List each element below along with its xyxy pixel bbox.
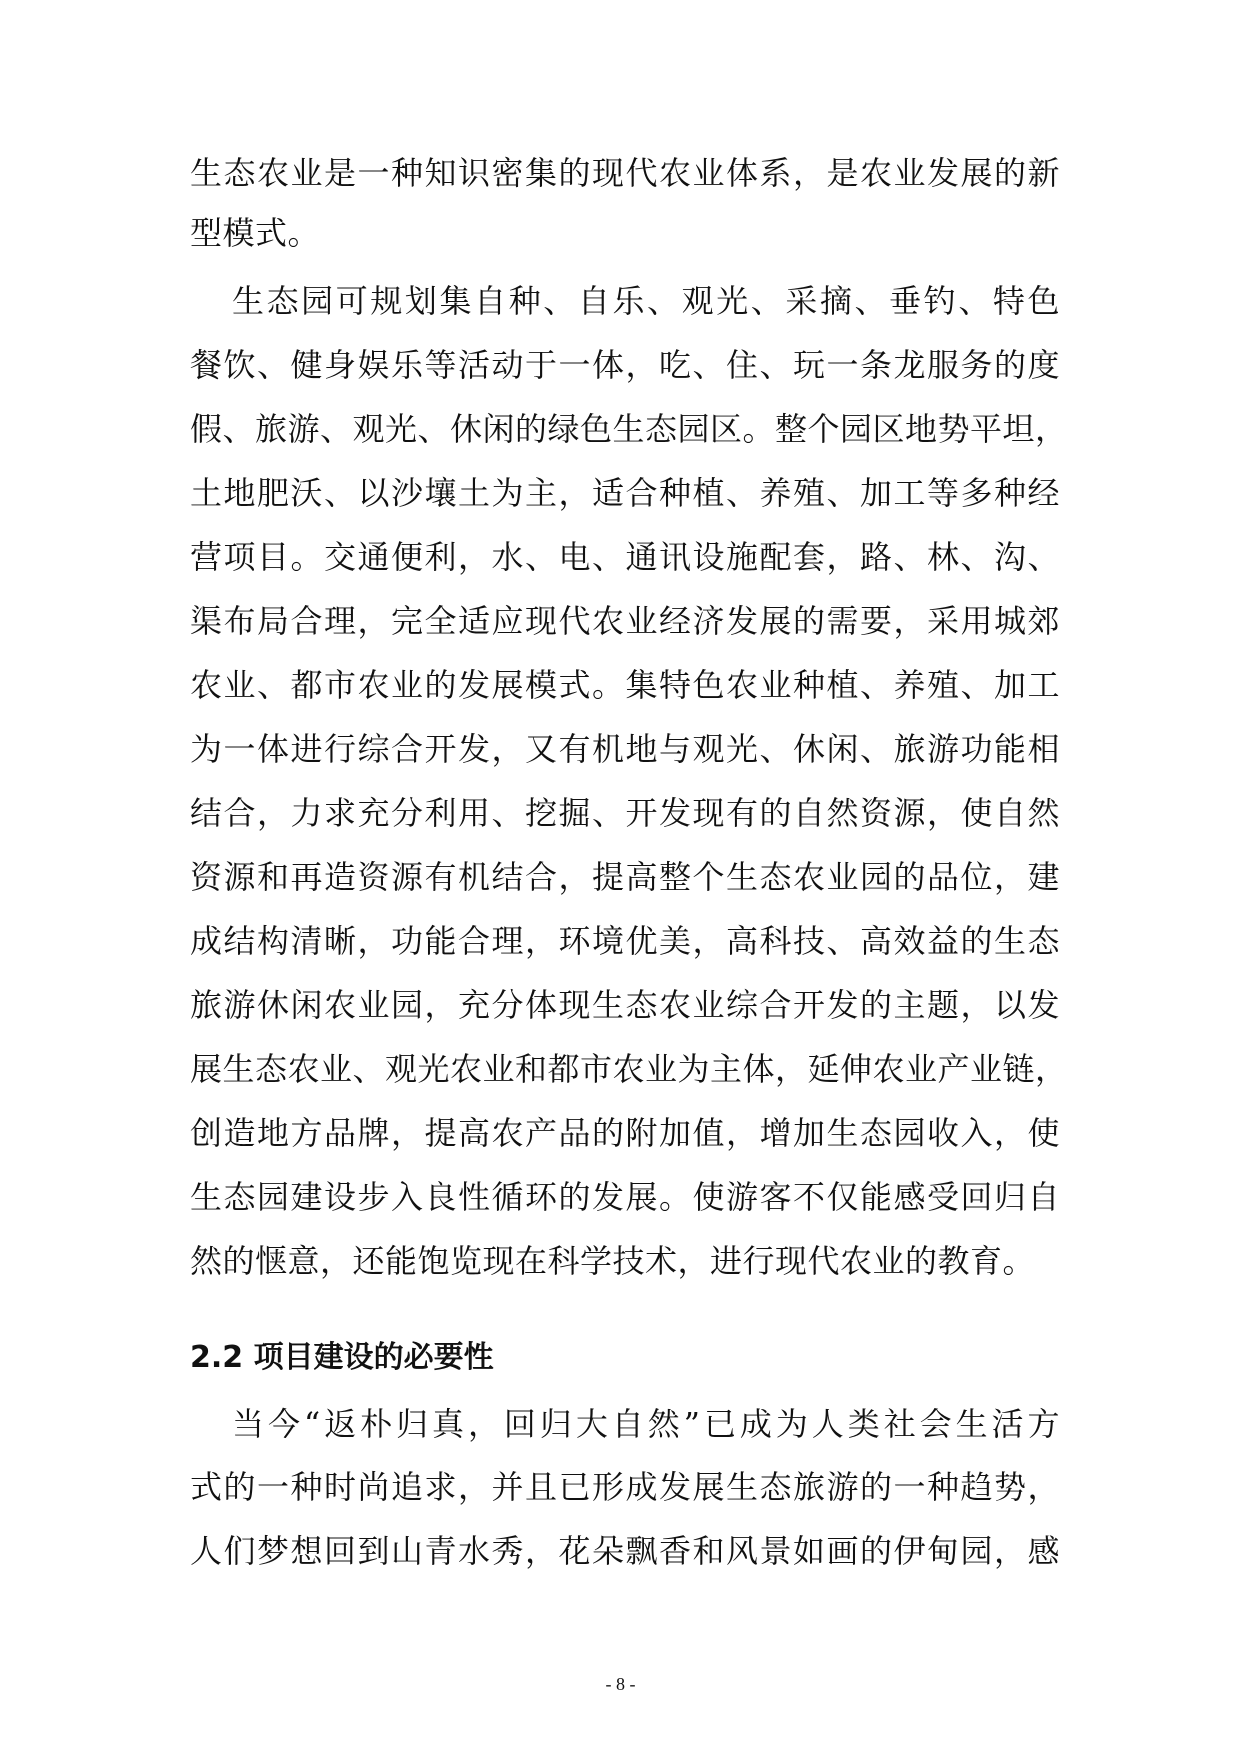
body-text-line: 式的一种时尚追求，并且已形成发展生态旅游的一种趋势，	[190, 1468, 1060, 1506]
body-text-line: 土地肥沃、以沙壤土为主，适合种植、养殖、加工等多种经	[190, 474, 1060, 512]
body-text-line: 生态园建设步入良性循环的发展。使游客不仅能感受回归自	[190, 1178, 1060, 1216]
body-text-line: 展生态农业、观光农业和都市农业为主体，延伸农业产业链，	[190, 1050, 1068, 1088]
body-text-line: 创造地方品牌，提高农产品的附加值，增加生态园收入，使	[190, 1114, 1060, 1152]
section-heading: 2.2 项目建设的必要性	[190, 1340, 494, 1375]
body-text-line: 成结构清晰，功能合理，环境优美，高科技、高效益的生态	[190, 922, 1060, 960]
page-number: - 8 -	[605, 1674, 636, 1694]
body-text-line: 假、旅游、观光、休闲的绿色生态园区。整个园区地势平坦，	[190, 410, 1068, 448]
body-text-line: 农业、都市农业的发展模式。集特色农业种植、养殖、加工	[190, 666, 1060, 704]
body-text-line: 餐饮、健身娱乐等活动于一体，吃、住、玩一条龙服务的度	[190, 346, 1060, 384]
body-text-line: 生态农业是一种知识密集的现代农业体系，是农业发展的新	[190, 154, 1060, 192]
body-text-line: 型模式。	[190, 214, 321, 252]
body-text-line: 资源和再造资源有机结合，提高整个生态农业园的品位，建	[190, 858, 1060, 896]
body-text-line: 营项目。交通便利，水、电、通讯设施配套，路、林、沟、	[190, 538, 1060, 576]
body-text-line: 渠布局合理，完全适应现代农业经济发展的需要，采用城郊	[190, 602, 1060, 640]
body-text-line: 旅游休闲农业园，充分体现生态农业综合开发的主题，以发	[190, 986, 1060, 1024]
body-text-line: 为一体进行综合开发，又有机地与观光、休闲、旅游功能相	[190, 730, 1060, 768]
body-text-line: 人们梦想回到山青水秀，花朵飘香和风景如画的伊甸园，感	[190, 1532, 1060, 1570]
body-text-line: 当今“返朴归真，回归大自然”已成为人类社会生活方	[232, 1405, 1060, 1443]
body-text-line: 然的惬意，还能饱览现在科学技术，进行现代农业的教育。	[190, 1242, 1036, 1280]
body-text-line: 生态园可规划集自种、自乐、观光、采摘、垂钓、特色	[232, 282, 1060, 320]
body-text-line: 结合，力求充分利用、挖掘、开发现有的自然资源，使自然	[190, 794, 1060, 832]
